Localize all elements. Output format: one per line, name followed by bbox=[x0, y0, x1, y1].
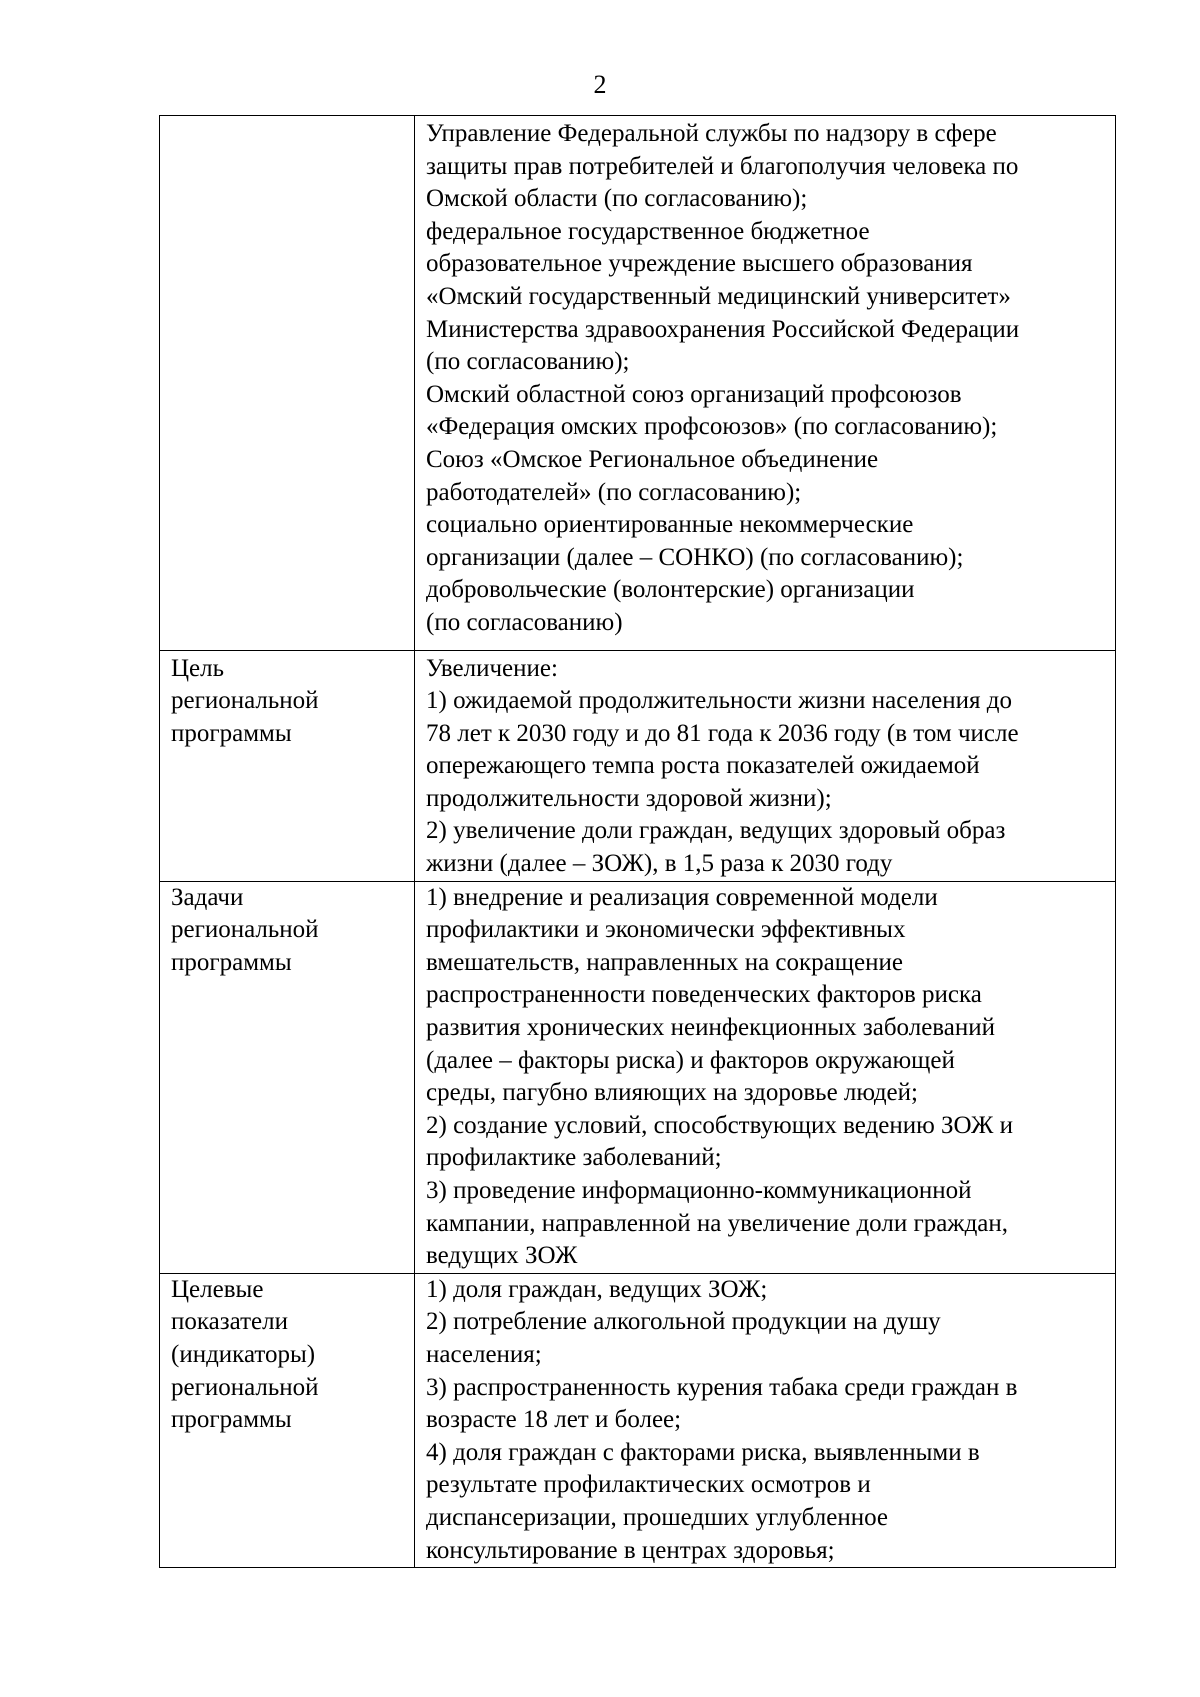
row-label-line: программы bbox=[171, 719, 292, 747]
row-label-line: Задачи bbox=[171, 883, 244, 911]
row-content-line: профилактике заболеваний; bbox=[426, 1144, 722, 1172]
row-content-line: «Федерация омских профсоюзов» (по согласованию); bbox=[426, 413, 998, 441]
row-label-cell bbox=[160, 650, 415, 881]
row-content-line: 3) проведение информационно-коммуникационной bbox=[426, 1177, 972, 1204]
row-content-line: 78 лет к 2030 году и до 81 года к 2036 году (в том числе bbox=[426, 719, 1019, 747]
row-content-line: 3) распространенность курения табака среди граждан в bbox=[426, 1373, 1018, 1401]
row-label-cell bbox=[160, 1273, 415, 1567]
row-content-line: 2) увеличение доли граждан, ведущих здоровый образ bbox=[426, 817, 1006, 845]
row-content-line: Увеличение: bbox=[426, 654, 558, 682]
row-content-line: 2) потребление алкогольной продукции на душу bbox=[426, 1308, 941, 1336]
row-content-line: вмешательств, направленных на сокращение bbox=[426, 948, 903, 976]
row-content-line: развития хронических неинфекционных заболеваний bbox=[426, 1014, 996, 1042]
row-content-line: распространенности поведенческих факторов риска bbox=[426, 981, 982, 1009]
row-label-line: (индикаторы) bbox=[171, 1340, 316, 1368]
row-content-line: добровольческие (волонтерские) организации bbox=[426, 576, 915, 604]
row-label-line: программы bbox=[171, 948, 292, 976]
row-content-line: жизни (далее – ЗОЖ), в 1,5 раза к 2030 году bbox=[426, 850, 893, 878]
table-row bbox=[160, 1273, 1116, 1567]
table-row bbox=[160, 881, 1116, 1273]
row-content-cell bbox=[415, 881, 1116, 1273]
row-content-cell bbox=[415, 116, 1116, 651]
row-content-line: диспансеризации, прошедших углубленное bbox=[426, 1503, 888, 1531]
row-content-line: среды, пагубно влияющих на здоровье людей; bbox=[426, 1079, 918, 1107]
row-content-line: Омский областной союз организаций профсоюзов bbox=[426, 380, 962, 408]
row-content-line: кампании, направленной на увеличение доли граждан, bbox=[426, 1209, 1009, 1237]
row-content-line: консультирование в центрах здоровья; bbox=[426, 1536, 835, 1564]
row-content-line: социально ориентированные некоммерческие bbox=[426, 511, 914, 539]
row-label-line: Целевые bbox=[171, 1275, 264, 1303]
row-content-line: (по согласованию) bbox=[426, 608, 623, 636]
program-passport-table bbox=[159, 115, 1116, 1568]
row-content-line: «Омский государственный медицинский университет» bbox=[426, 282, 1011, 310]
row-label-line: программы bbox=[171, 1406, 292, 1434]
row-label-line: региональной bbox=[171, 687, 319, 715]
table-row bbox=[160, 116, 1116, 651]
row-content-line: работодателей» (по согласованию); bbox=[426, 478, 802, 506]
page-number: 2 bbox=[593, 70, 607, 99]
row-label-line: региональной bbox=[171, 916, 319, 944]
row-label-cell bbox=[160, 116, 415, 651]
row-content-line: Союз «Омское Региональное объединение bbox=[426, 445, 879, 473]
row-content-line: ведущих ЗОЖ bbox=[426, 1242, 578, 1270]
row-content-line: 2) создание условий, способствующих ведению ЗОЖ и bbox=[426, 1111, 1013, 1139]
table-body bbox=[160, 116, 1116, 1568]
row-content-cell bbox=[415, 1273, 1116, 1567]
row-content-line: организации (далее – СОНКО) (по согласованию); bbox=[426, 543, 964, 571]
row-content-line: возрасте 18 лет и более; bbox=[426, 1406, 682, 1434]
row-label-line: показатели bbox=[171, 1308, 288, 1336]
row-content-line: опережающего темпа роста показателей ожидаемой bbox=[426, 752, 980, 780]
row-content-line: (по согласованию); bbox=[426, 348, 630, 376]
row-content-line: Омской области (по согласованию); bbox=[426, 185, 808, 213]
row-content-line: 1) доля граждан, ведущих ЗОЖ; bbox=[426, 1275, 768, 1303]
row-content-line: результате профилактических осмотров и bbox=[426, 1471, 871, 1499]
row-content-line: Министерства здравоохранения Российской Федерации bbox=[426, 315, 1020, 343]
row-content-line: (далее – факторы риска) и факторов окружающей bbox=[426, 1046, 955, 1074]
row-content-line: продолжительности здоровой жизни); bbox=[426, 784, 832, 812]
row-content-line: 1) ожидаемой продолжительности жизни населения до bbox=[426, 687, 1012, 715]
row-content-line: образовательное учреждение высшего образования bbox=[426, 250, 973, 278]
table-row bbox=[160, 650, 1116, 881]
row-content-line: населения; bbox=[426, 1340, 542, 1368]
row-content-line: Управление Федеральной службы по надзору в сфере bbox=[426, 120, 997, 147]
row-content-line: федеральное государственное бюджетное bbox=[426, 217, 870, 245]
row-content-line: 4) доля граждан с факторами риска, выявленными в bbox=[426, 1438, 980, 1466]
row-label-line: региональной bbox=[171, 1373, 319, 1401]
row-content-cell bbox=[415, 650, 1116, 881]
row-label-cell bbox=[160, 881, 415, 1273]
row-content-line: защиты прав потребителей и благополучия человека по bbox=[426, 152, 1019, 180]
row-content-line: профилактики и экономически эффективных bbox=[426, 916, 906, 944]
row-content-line: 1) внедрение и реализация современной модели bbox=[426, 883, 938, 911]
row-label-line: Цель bbox=[171, 654, 225, 682]
